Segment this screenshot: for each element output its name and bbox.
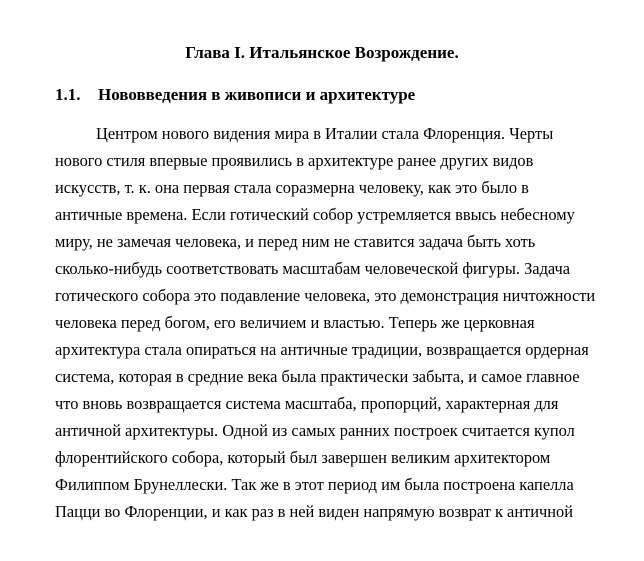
paragraph-line: античные времена. Если готический собор устремляется ввысь небесному <box>55 205 575 224</box>
chapter-title: Глава I. Итальянское Возрождение. <box>185 43 459 62</box>
paragraph-line: искусств, т. к. она первая стала соразмерна человеку, как это было в <box>55 178 529 197</box>
section-heading <box>55 82 415 108</box>
paragraph-line: система, которая в средние века была практически забыта, и самое главное <box>55 367 580 386</box>
paragraph-line: Филиппом Брунеллески. Так же в этот период им была построена капелла <box>55 475 574 494</box>
paragraph-line: античной архитектуры. Одной из самых ранних построек считается купол <box>55 421 575 440</box>
body-paragraph <box>55 120 615 525</box>
section-number: 1.1. <box>55 85 81 104</box>
section-title: Нововведения в живописи и архитектуре <box>98 85 416 104</box>
paragraph-line: нового стиля впервые проявились в архитектуре ранее других видов <box>55 151 534 170</box>
paragraph-line: Пацци во Флоренции, и как раз в ней виден напрямую возврат к античной <box>55 502 574 521</box>
paragraph-line: человека перед богом, его величием и властью. Теперь же церковная <box>55 313 535 332</box>
paragraph-line: флорентийского собора, который был завершен великим архитектором <box>55 448 551 467</box>
paragraph-line: архитектура стала опираться на античные традиции, возвращается ордерная <box>55 340 589 359</box>
paragraph-line: миру, не замечая человека, и перед ним не ставится задача быть хоть <box>55 232 536 251</box>
paragraph-line: что вновь возвращается система масштаба, пропорций, характерная для <box>55 394 559 413</box>
paragraph-line: Центром нового видения мира в Италии стала Флоренция. Черты <box>96 124 554 143</box>
paragraph-line: сколько-нибудь соответствовать масштабам человеческой фигуры. Задача <box>55 259 571 278</box>
paragraph-line: готического собора это подавление человека, это демонстрация ничтожности <box>55 286 596 305</box>
